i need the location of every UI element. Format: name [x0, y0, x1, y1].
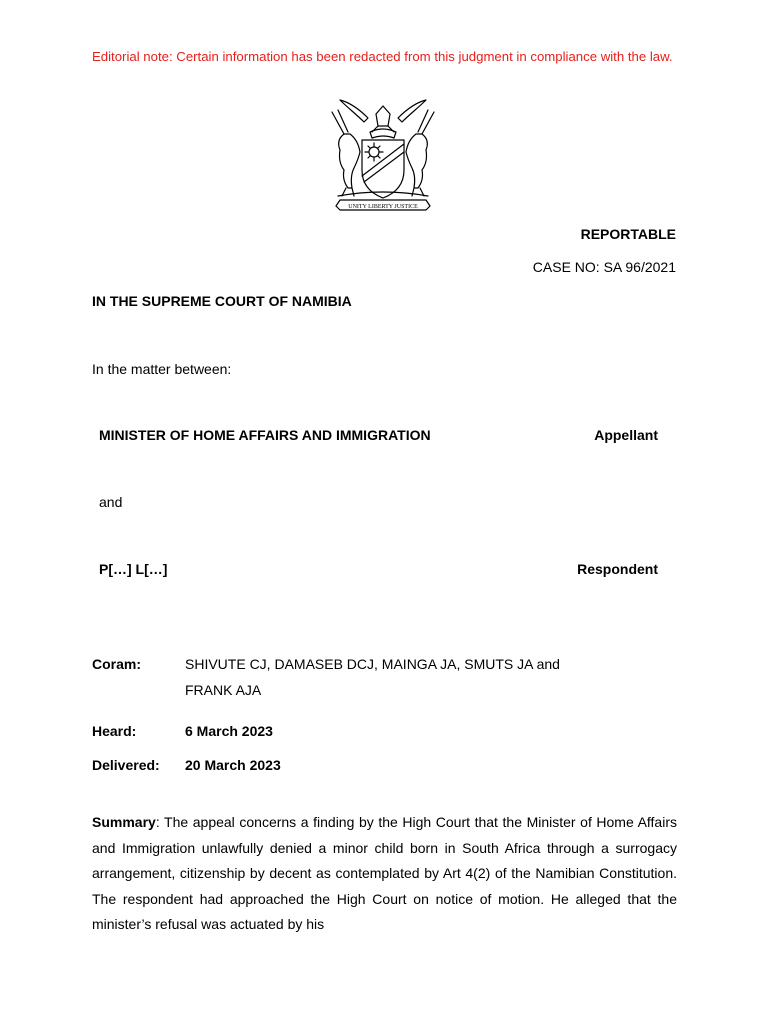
- coram-line-1: SHIVUTE CJ, DAMASEB DCJ, MAINGA JA, SMUTS JA and: [185, 656, 560, 672]
- coat-of-arms-icon: [318, 96, 448, 214]
- appellant-name: MINISTER OF HOME AFFAIRS AND IMMIGRATION: [99, 427, 431, 443]
- parties-intro: In the matter between:: [92, 361, 232, 377]
- reportable-label: REPORTABLE: [580, 226, 676, 242]
- delivered-label: Delivered:: [92, 757, 160, 773]
- respondent-role: Respondent: [577, 561, 658, 577]
- delivered-date: 20 March 2023: [185, 757, 281, 773]
- editorial-note: Editorial note: Certain information has been redacted from this judgment in compliance with the law.: [92, 49, 673, 64]
- case-number: CASE NO: SA 96/2021: [532, 259, 676, 275]
- coram-line-2: FRANK AJA: [185, 682, 262, 698]
- parties-conjunction: and: [99, 494, 123, 510]
- coram-label: Coram:: [92, 656, 142, 672]
- summary-label: Summary: [92, 814, 156, 830]
- summary-paragraph: [92, 810, 677, 938]
- heard-date: 6 March 2023: [185, 723, 273, 739]
- heard-label: Heard:: [92, 723, 137, 739]
- crest-motto: UNITY LIBERTY JUSTICE: [348, 204, 418, 210]
- court-name: IN THE SUPREME COURT OF NAMIBIA: [92, 293, 352, 309]
- appellant-role: Appellant: [594, 427, 658, 443]
- respondent-name: P[…] L[…]: [99, 561, 168, 577]
- summary-text: : The appeal concerns a finding by the High Court that the Minister of Home Affairs and Immigration unlawfully denied a minor child born in South Africa through a surrogacy arrangement, citizenship by decent as contemplated by Art 4(2) of the Namibian Constitution. The respondent had approached the High Court on notice of motion. He alleged that the minister’s refusal was actuated by his: [92, 814, 677, 932]
